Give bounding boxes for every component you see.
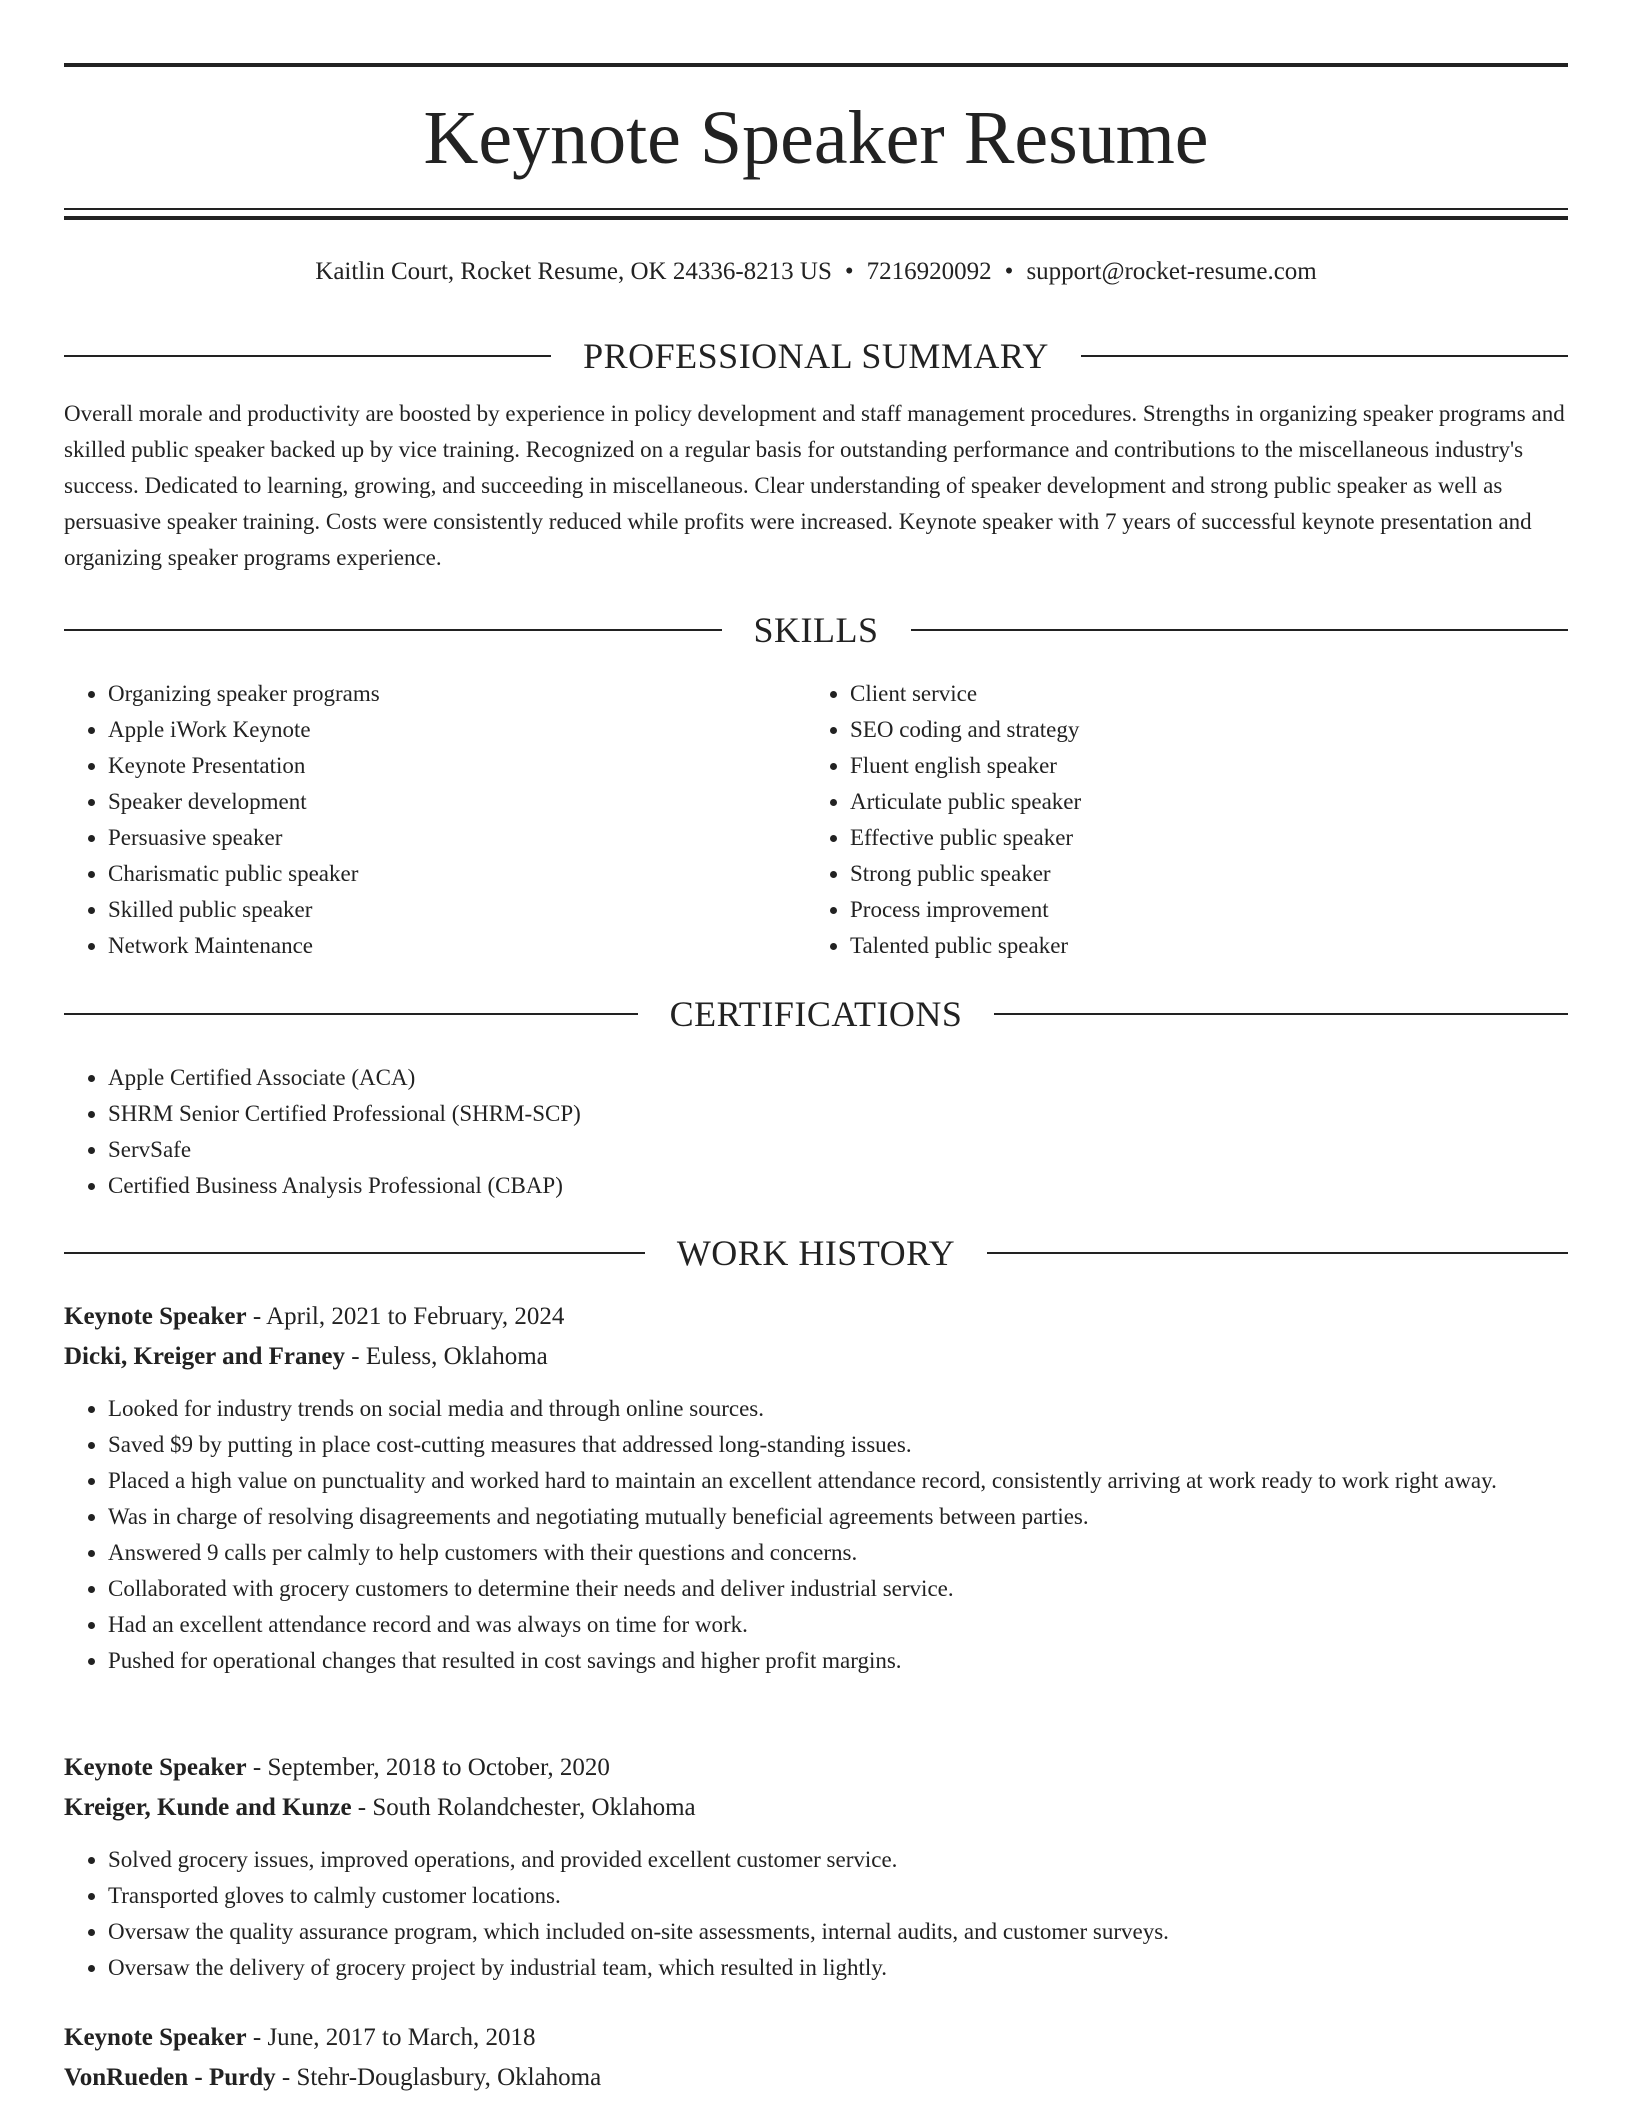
job-company: Dicki, Kreiger and Franey	[64, 1343, 345, 1370]
skill-item: • Network Maintenance	[108, 928, 798, 964]
skills-section-header	[64, 608, 1568, 652]
work-section-header	[64, 1231, 1568, 1275]
section-divider	[994, 1013, 1568, 1015]
job-bullet: • Saved $9 by putting in place cost-cutting measures that addressed long-standing issues.	[108, 1427, 1568, 1463]
job-title: Keynote Speaker	[64, 1754, 247, 1781]
job-bullet: • Solved grocery issues, improved operations, and provided excellent customer service.	[108, 1842, 1568, 1878]
certifications-section-header	[64, 992, 1568, 1036]
summary-text: Overall morale and productivity are boosted by experience in policy development and staff management procedures. Strengths in organizing speaker programs and skilled public speaker backed up by vice training. Recognized on a regular basis for outstanding performance and contributions to the miscellaneous industry's success. Dedicated to learning, growing, and succeeding in miscellaneous. Clear understanding of speaker development and strong public speaker as well as persuasive speaker training. Costs were consistently reduced while profits were increased. Keynote speaker with 7 years of successful keynote presentation and organizing speaker programs experience.	[64, 401, 1565, 570]
skill-item: • Fluent english speaker	[850, 748, 1570, 784]
job-bullet: • Pushed for operational changes that resulted in cost savings and higher profit margins.	[108, 1643, 1568, 1679]
job-company: VonRueden - Purdy	[64, 2064, 276, 2091]
contact-separator: •	[1004, 258, 1014, 285]
job-bullet: • Oversaw the delivery of grocery project by industrial team, which resulted in lightly.	[108, 1950, 1568, 1986]
certification-item: • ServSafe	[108, 1132, 1508, 1168]
job-bullet: • Collaborated with grocery customers to determine their needs and deliver industrial service.	[108, 1571, 1568, 1607]
contact-line	[64, 254, 1568, 290]
job-bullets	[64, 1842, 1568, 1986]
job-bullet: • Had an excellent attendance record and was always on time for work.	[108, 1607, 1568, 1643]
job-title-line	[64, 1748, 1568, 1788]
section-divider	[911, 629, 1569, 631]
contact-phone: 7216920092	[866, 258, 992, 285]
skill-item: • Charismatic public speaker	[108, 856, 798, 892]
job-bullet: • Answered 9 calls per calmly to help customers with their questions and concerns.	[108, 1535, 1568, 1571]
job-location: - Stehr-Douglasbury, Oklahoma	[275, 2064, 602, 2091]
job-dates: - June, 2017 to March, 2018	[246, 2024, 536, 2051]
job-title-line	[64, 2018, 1568, 2058]
section-divider	[1081, 355, 1568, 357]
certifications-heading: CERTIFICATIONS	[669, 994, 963, 1034]
work-heading: WORK HISTORY	[676, 1233, 956, 1273]
skill-item: • Strong public speaker	[850, 856, 1570, 892]
skill-item: • Apple iWork Keynote	[108, 712, 798, 748]
skills-heading: SKILLS	[753, 610, 879, 650]
job-bullets	[64, 1391, 1568, 1679]
skill-item: • Process improvement	[850, 892, 1570, 928]
contact-address: Kaitlin Court, Rocket Resume, OK 24336-8213 US	[315, 258, 832, 285]
section-divider	[987, 1252, 1568, 1254]
job-company-line	[64, 1788, 1568, 1828]
skill-item: • Client service	[850, 676, 1570, 712]
job-dates: - September, 2018 to October, 2020	[246, 1754, 610, 1781]
job-title: Keynote Speaker	[64, 2024, 247, 2051]
certification-item: • SHRM Senior Certified Professional (SHRM-SCP)	[108, 1096, 1508, 1132]
summary-section-header	[64, 334, 1568, 378]
skill-item: • Skilled public speaker	[108, 892, 798, 928]
job-bullet: • Oversaw the quality assurance program, which included on-site assessments, internal audits, and customer surveys.	[108, 1914, 1568, 1950]
job-company: Kreiger, Kunde and Kunze	[64, 1794, 352, 1821]
certification-item: • Apple Certified Associate (ACA)	[108, 1060, 1508, 1096]
top-rule	[64, 63, 1568, 67]
skill-item: • SEO coding and strategy	[850, 712, 1570, 748]
title-rule-thick	[64, 216, 1568, 220]
skill-item: • Organizing speaker programs	[108, 676, 798, 712]
skill-item: • Articulate public speaker	[850, 784, 1570, 820]
job-title: Keynote Speaker	[64, 1303, 247, 1330]
page-title: Keynote Speaker Resume	[423, 96, 1209, 180]
job-location: - Euless, Oklahoma	[345, 1343, 548, 1370]
job-title-line	[64, 1297, 1568, 1337]
title-rule-thin	[64, 208, 1568, 210]
section-divider	[64, 1252, 645, 1254]
job-dates: - April, 2021 to February, 2024	[246, 1303, 565, 1330]
skill-item: • Keynote Presentation	[108, 748, 798, 784]
summary-heading: PROFESSIONAL SUMMARY	[583, 336, 1049, 376]
section-divider	[64, 1013, 638, 1015]
skill-item: • Talented public speaker	[850, 928, 1570, 964]
skills-list-right	[806, 676, 1570, 964]
job-company-line	[64, 2058, 1568, 2098]
job-bullet: • Looked for industry trends on social media and through online sources.	[108, 1391, 1568, 1427]
contact-email: support@rocket-resume.com	[1026, 258, 1317, 285]
certifications-list	[64, 1060, 1508, 1204]
skill-item: • Persuasive speaker	[108, 820, 798, 856]
job-bullet: • Placed a high value on punctuality and worked hard to maintain an excellent attendance record, consistently arriving at work ready to work right away.	[108, 1463, 1568, 1499]
skill-item: • Speaker development	[108, 784, 798, 820]
skills-list-left	[64, 676, 798, 964]
certification-item: • Certified Business Analysis Professional (CBAP)	[108, 1168, 1508, 1204]
job-company-line	[64, 1337, 1568, 1377]
section-divider	[64, 629, 722, 631]
job-location: - South Rolandchester, Oklahoma	[351, 1794, 696, 1821]
job-bullet: • Was in charge of resolving disagreements and negotiating mutually beneficial agreements between parties.	[108, 1499, 1568, 1535]
contact-separator: •	[844, 258, 854, 285]
section-divider	[64, 355, 551, 357]
skill-item: • Effective public speaker	[850, 820, 1570, 856]
job-bullet: • Transported gloves to calmly customer locations.	[108, 1878, 1568, 1914]
